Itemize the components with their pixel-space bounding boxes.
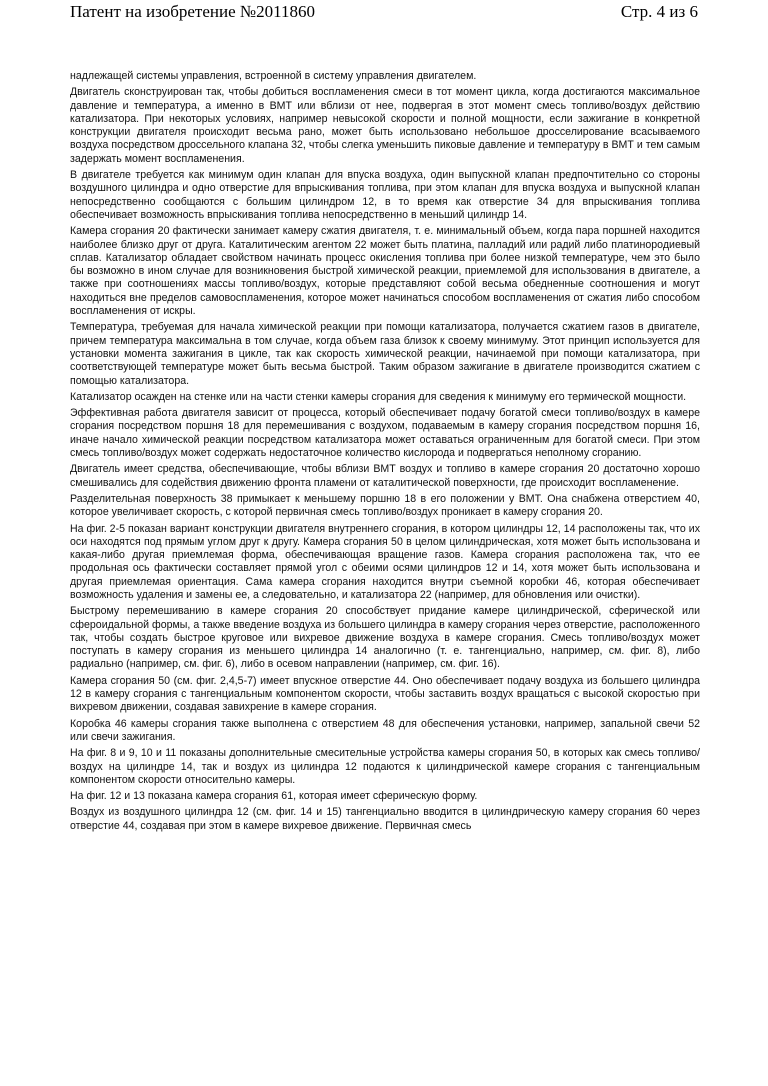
page-number: Стр. 4 из 6: [620, 2, 698, 21]
patent-title: Патент на изобретение №2011860: [70, 2, 315, 21]
paragraph: Воздух из воздушного цилиндра 12 (см. фиг. 14 и 15) тангенциально вводится в цилиндрическую камеру сгорания 60 через отверстие 44, создавая при этом в камере вихревое движение. Первичная смесь: [70, 806, 700, 832]
paragraph: В двигателе требуется как минимум один клапан для впуска воздуха, один выпускной клапан предпочтительно со стороны воздушного цилиндра и одно отверстие для впрыскивания топлива, при этом клапан для впуска воздуха и выпускной клапан непосредственно сообщаются с большим цилиндром 12, в то время как отверстие 34 для впрыскивания топлива обеспечивает возможность впрыскивания топлива непосредственно в меньший цилиндр 14.: [70, 169, 700, 221]
paragraph: Катализатор осажден на стенке или на части стенки камеры сгорания для сведения к минимуму его термической мощности.: [70, 390, 687, 403]
paragraph: На фиг. 2-5 показан вариант конструкции двигателя внутреннего сгорания, в котором цилиндры 12, 14 расположены так, что их оси находятся под прямым углом друг к другу. Камера сгорания 50 в целом цилиндрическая, хотя может быть использована и какая-либо другая приемлемая форма, обеспечивающая вращение газов. Камера сгорания расположена так, что ее продольная ось фактически составляет прямой угол с обеими осями цилиндров 12 и 14, хотя может быть использована и другая приемлемая ориентация. Сама камера сгорания находится внутри съемной коробки 46, которая обеспечивает возможность удаления и замены ее, а следовательно, и катализатора 22 (например, для обновления или очистки).: [70, 522, 700, 601]
paragraph: Коробка 46 камеры сгорания также выполнена с отверстием 48 для обеспечения установки, например, запальной свечи 52 или свечи зажигания.: [70, 717, 700, 743]
paragraph: Камера сгорания 20 фактически занимает камеру сжатия двигателя, т. е. минимальный объем, когда пара поршней находится наиболее близко друг от друга. Каталитическим агентом 22 может быть платина, палладий или радий либо платинородиевый сплав. Катализатор обладает свойством начинать процесс окисления топлива при более низкой температуре, чем это было бы возможно в ином случае для возникновения быстрой химической реакции, приемлемой для использования в двигателе, а также при соотношениях массы топливо/воздух, которые представляют собой весьма обедненные соотношения и могут находиться вне пределов самовоспламенения, которое может начинаться способом воспламенения от сжатия либо способом воспламенения от искры.: [70, 225, 700, 318]
paragraph: Разделительная поверхность 38 примыкает к меньшему поршню 18 в его положении у ВМТ. Она снабжена отверстием 40, которое увеличивает скорость, с которой первичная смесь топливо/воздух проникает в камеру сгорания 20.: [70, 492, 700, 519]
paragraph: Двигатель сконструирован так, чтобы добиться воспламенения смеси в тот момент цикла, когда достигаются максимальное давление и температура, а именно в ВМТ или вблизи от нее, подвергая в этот момент смесь топливо/воздух действию катализатора. При некоторых условиях, например невысокой скорости и полной мощности, если зажигание в конкретной конструкции двигателя происходит весьма рано, может быть использовано небольшое дросселирование всасываемого воздуха посредством дроссельного клапана 32, чтобы слегка уменьшить пиковые давление и температуру в ВМТ и тем самым задержать момент воспламенения.: [70, 86, 700, 165]
paragraph: На фиг. 12 и 13 показана камера сгорания 61, которая имеет сферическую форму.: [70, 790, 478, 803]
paragraph: Температура, требуемая для начала химической реакции при помощи катализатора, получается сжатием газов в двигателе, причем температура максимальна в том случае, когда объем газа близок к своему минимуму. Этот принцип используется для установки момента зажигания в цикле, так как скорость химической реакции, начинаемой при помощи катализатора, при соответствующей температуре может быть весьма быстрой. Таким образом зажигание в двигателе производится сжатием с помощью катализатора.: [70, 321, 700, 387]
paragraph: Камера сгорания 50 (см. фиг. 2,4,5-7) имеет впускное отверстие 44. Оно обеспечивает подачу воздуха из большего цилиндра 12 в камеру сгорания с тангенциальным компонентом скорости, чтобы заставить воздух вращаться с высокой скоростью при вихревом движении, создавая завихрение в камере сгорания.: [70, 674, 700, 714]
paragraph: На фиг. 8 и 9, 10 и 11 показаны дополнительные смесительные устройства камеры сгорания 50, в которых как смесь топливо/воздух на цилиндре 14, так и воздух из цилиндра 12 подаются к цилиндрической камере сгорания с тангенциальным компонентом скорости относительно камеры.: [70, 747, 700, 786]
paragraph: Быстрому перемешиванию в камере сгорания 20 способствует придание камере цилиндрической, сферической или сфероидальной формы, а также введение воздуха из большего цилиндра в камеру сгорания через отверстие, расположенного так, чтобы создать быстрое круговое или вихревое движение воздуха в камере сгорания. Смесь топливо/воздух может поступать в камеру сгорания из меньшего цилиндра 14 аналогично (т. е. тангенциально, например, см. фиг. 8), либо радиально (например, см. фиг. 6), либо в осевом направлении (например, см. фиг. 16).: [70, 605, 700, 671]
paragraph: Двигатель имеет средства, обеспечивающие, чтобы вблизи ВМТ воздух и топливо в камере сгорания 20 достаточно хорошо смешивались для содействия движению фронта пламени от каталитической поверхности, где происходит воспламенение.: [70, 463, 700, 489]
paragraph: Эффективная работа двигателя зависит от процесса, который обеспечивает подачу богатой смеси топливо/воздух в камере сгорания посредством поршня 18 для перемешивания с воздухом, подаваемым в камеру сгорания посредством поршня 16, иначе начало химической реакции посредством катализатора может оставаться ограниченным для богатой смеси. При этом смесь топливо/воздух может содержать недостаточное количество кислорода и подвергаться неполному сгоранию.: [70, 407, 700, 460]
paragraph: надлежащей системы управления, встроенной в систему управления двигателем.: [70, 70, 477, 82]
page-header: [70, 0, 698, 30]
document-body: [70, 70, 700, 836]
